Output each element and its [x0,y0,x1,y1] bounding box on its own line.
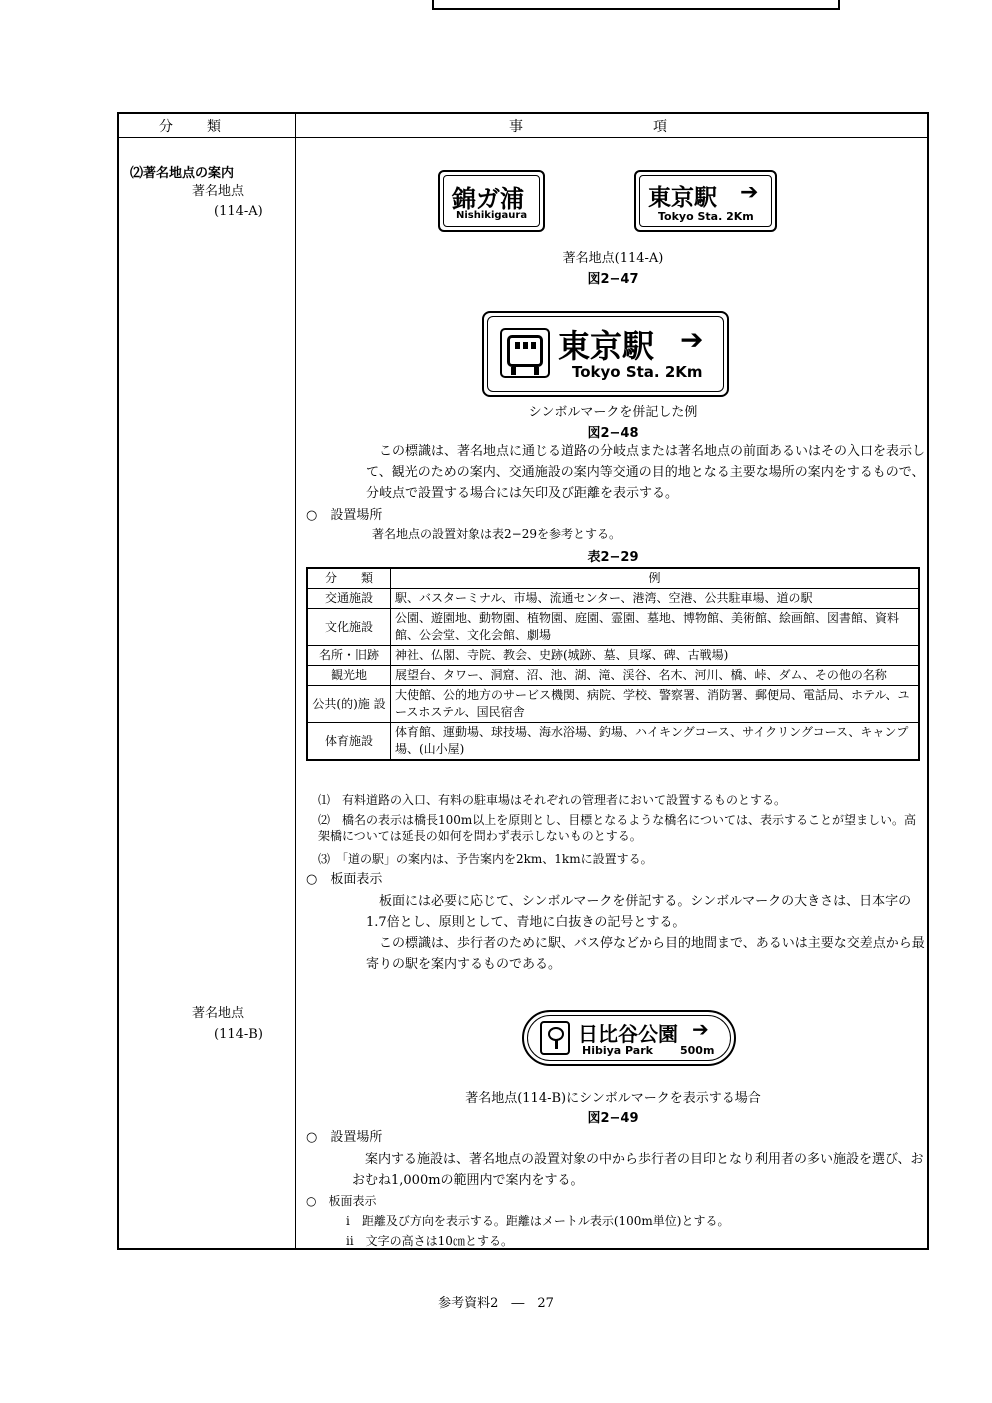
header-items: 事 項 [509,119,669,135]
placement-heading: ○ 設置場所 [306,508,383,523]
table-cell-category: 交通施設 [307,589,391,609]
table29-title: 表2−29 [587,550,639,565]
table-cell-example: 神社、仏閣、寺院、教会、史跡(城跡、墓、貝塚、碑、古戦場) [391,646,920,666]
table-row [307,646,919,666]
sign-tokyo-symbol-jp: 東京駅 [558,327,655,365]
placement-heading-b: ○ 設置場所 [306,1130,383,1145]
board-text-2: この標識は、歩行者のために駅、バス停などから目的地間まで、あるいは主要な交差点から最寄りの駅を案内するものである。 [366,936,925,972]
table-cell-example: 大使館、公的地方のサービス機関、病院、学校、警察署、消防署、郵便局、電話局、ホテル、ユースホステル、国民宿舎 [391,686,920,723]
sign-nishikigaura [438,170,545,232]
fig48-label: 図2−48 [587,426,639,441]
table-row [307,666,919,686]
table-cell-category: 観光地 [307,666,391,686]
board-heading-b: ○ 板面表示 [306,1194,377,1208]
sign-hibiya-dist: 500m [680,1044,715,1057]
fig47-caption: 著名地点(114‐A) [562,251,664,266]
sign-hibiya-park [522,1010,736,1066]
placement-text: 著名地点の設置対象は表2−29を参考とする。 [372,527,621,541]
sign-hibiya-jp: 日比谷公園 [578,1022,678,1046]
board-heading: ○ 板面表示 [306,872,383,887]
table-row [307,686,919,723]
fig48-caption: シンボルマークを併記した例 [528,405,698,420]
table-header-example: 例 [391,568,920,589]
arrow-right-icon: ➔ [740,180,759,205]
table-header-category: 分 類 [307,568,391,589]
section-title: ⑵著名地点の案内 [130,166,235,181]
table-cell-example: 展望台、タワー、洞窟、沼、池、湖、滝、渓谷、名木、河川、橋、峠、ダム、その他の名称 [391,666,920,686]
train-symbol-icon [500,328,550,378]
park-symbol-icon [540,1021,570,1055]
description-114a: この標識は、著名地点に通じる道路の分岐点または著名地点の前面あるいはその入口を表示して、観光のための案内、交通施設の案内等交通の目的地となる主要な場所の案内をするもので、分岐点で設置する場合には矢印及び距離を表示する。 [366,444,926,501]
sign-nishikigaura-en: Nishikigaura [456,210,528,221]
sign-nishikigaura-jp: 錦ガ浦 [452,185,524,213]
page-footer: 参考資料2 ― 27 [438,1296,554,1311]
table-cell-example: 駅、バスターミナル、市場、流通センター、港湾、空港、公共駐車場、道の駅 [391,589,920,609]
sign-tokyo-small-en: Tokyo Sta. 2Km [658,210,754,223]
arrow-right-icon: ➔ [680,323,704,356]
note-2: ⑵ 橋名の表示は橋長100m以上を原則とし、目標となるような橋名については、表示することが望ましい。高架橋については延長の如何を問わず表示しないものとする。 [318,813,917,843]
label-114b: 著名地点 [192,1006,245,1021]
table-cell-category: 名所・旧跡 [307,646,391,666]
fig49-label: 図2−49 [587,1111,639,1126]
table-2-29 [306,567,920,761]
label-114a: 著名地点 [192,184,245,199]
table-cell-category: 公共(的)施 設 [307,686,391,723]
table-cell-example: 体育館、運動場、球技場、海水浴場、釣場、ハイキングコース、サイクリングコース、キャンプ場、(山小屋) [391,723,920,761]
sign-tokyo-symbol [482,311,729,397]
code-114b: (114‐B) [214,1027,263,1042]
sign-tokyo-symbol-en: Tokyo Sta. 2Km [572,363,703,381]
table-row [307,589,919,609]
sign-tokyo-small [634,170,777,232]
fig49-caption: 著名地点(114‐B)にシンボルマークを表示する場合 [465,1091,761,1106]
board-item-1: ⅰ 距離及び方向を表示する。距離はメートル表示(100m単位)とする。 [346,1214,730,1228]
board-item-2: ⅱ 文字の高さは10㎝とする。 [346,1234,513,1248]
placement-text-b: 案内する施設は、著名地点の設置対象の中から歩行者の目印となり利用者の多い施設を選び、おおむね1,000mの範囲内で案内をする。 [352,1152,924,1188]
table-row [307,609,919,646]
sign-tokyo-small-jp: 東京駅 [648,185,717,211]
table-cell-category: 体育施設 [307,723,391,761]
table-row [307,723,919,761]
fig47-label: 図2−47 [587,272,639,287]
arrow-right-icon: ➔ [692,1017,709,1041]
code-114a: (114‐A) [214,204,263,219]
top-frame [432,0,840,10]
header-category: 分 類 [159,119,223,135]
sign-hibiya-en: Hibiya Park [582,1044,653,1057]
table-cell-category: 文化施設 [307,609,391,646]
note-3: ⑶ 「道の駅」の案内は、予告案内を2km、1kmに設置する。 [318,852,653,866]
table-header-row [307,568,919,589]
table-cell-example: 公園、遊園地、動物園、植物園、庭園、霊園、墓地、博物館、美術館、絵画館、図書館、資料館、公会堂、文化会館、劇場 [391,609,920,646]
note-1: ⑴ 有料道路の入口、有料の駐車場はそれぞれの管理者において設置するものとする。 [318,793,787,807]
board-text-1: 板面には必要に応じて、シンボルマークを併記する。シンボルマークの大きさは、日本字の1.7倍とし、原則として、青地に白抜きの記号とする。 [366,894,912,930]
